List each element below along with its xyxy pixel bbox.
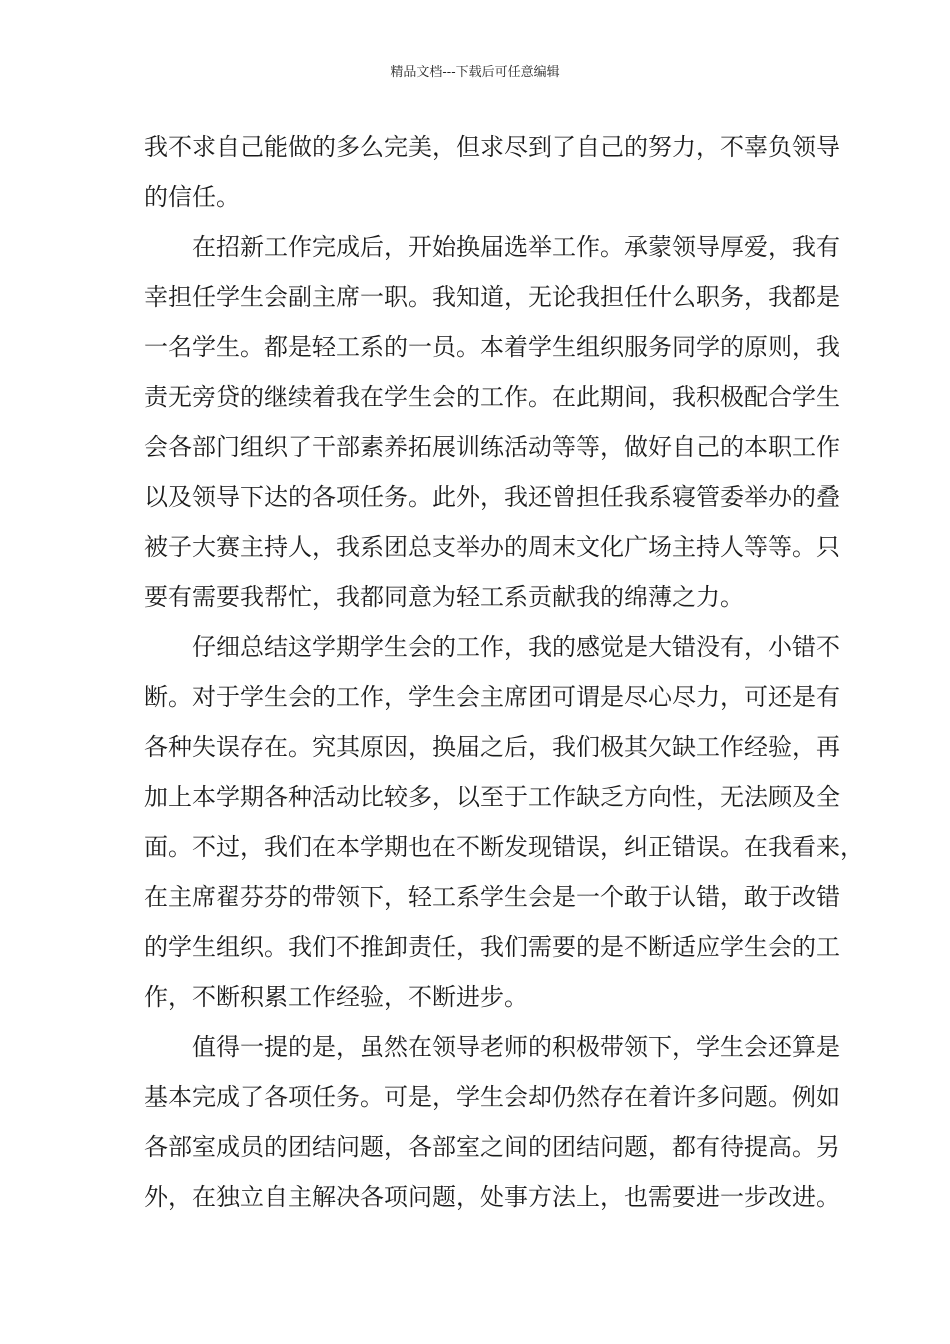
text-line: 在主席翟芬芬的带领下，轻工系学生会是一个敢于认错，敢于改错 <box>144 883 840 911</box>
text-line: 在招新工作完成后，开始换届选举工作。承蒙领导厚爱，我有 <box>192 233 840 261</box>
text-line: 各部室成员的团结问题，各部室之间的团结问题，都有待提高。另 <box>144 1133 840 1161</box>
text-line: 值得一提的是，虽然在领导老师的积极带领下，学生会还算是 <box>192 1033 840 1061</box>
text-line: 基本完成了各项任务。可是，学生会却仍然存在着许多问题。例如 <box>144 1083 840 1111</box>
text-line: 幸担任学生会副主席一职。我知道，无论我担任什么职务，我都是 <box>144 283 840 311</box>
text-line: 会各部门组织了干部素养拓展训练活动等等，做好自己的本职工作 <box>144 433 840 461</box>
text-line: 的信任。 <box>144 183 240 211</box>
text-line: 我不求自己能做的多么完美，但求尽到了自己的努力，不辜负领导 <box>144 133 840 161</box>
text-line: 各种失误存在。究其原因，换届之后，我们极其欠缺工作经验，再 <box>144 733 840 761</box>
text-line: 加上本学期各种活动比较多，以至于工作缺乏方向性，无法顾及全 <box>144 783 840 811</box>
text-line: 责无旁贷的继续着我在学生会的工作。在此期间，我积极配合学生 <box>144 383 840 411</box>
text-line: 面。不过，我们在本学期也在不断发现错误，纠正错误。在我看来， <box>144 833 864 861</box>
text-line: 一名学生。都是轻工系的一员。本着学生组织服务同学的原则，我 <box>144 333 840 361</box>
text-line: 被子大赛主持人，我系团总支举办的周末文化广场主持人等等。只 <box>144 533 840 561</box>
paragraph-2 <box>144 222 840 622</box>
page-header: 精品文档---下载后可任意编辑 <box>390 65 560 80</box>
text-line: 的学生组织。我们不推卸责任，我们需要的是不断适应学生会的工 <box>144 933 840 961</box>
paragraph-4 <box>144 1022 840 1222</box>
paragraph-3 <box>144 622 864 1022</box>
text-line: 以及领导下达的各项任务。此外，我还曾担任我系寝管委举办的叠 <box>144 483 840 511</box>
text-line: 要有需要我帮忙，我都同意为轻工系贡献我的绵薄之力。 <box>144 583 744 611</box>
text-line: 断。对于学生会的工作，学生会主席团可谓是尽心尽力，可还是有 <box>144 683 840 711</box>
paragraph-1 <box>144 122 840 222</box>
text-line: 作，不断积累工作经验，不断进步。 <box>144 983 528 1011</box>
text-line: 外，在独立自主解决各项问题，处事方法上，也需要进一步改进。 <box>144 1183 840 1211</box>
document-body <box>144 122 864 1222</box>
text-line: 仔细总结这学期学生会的工作，我的感觉是大错没有，小错不 <box>192 633 840 661</box>
